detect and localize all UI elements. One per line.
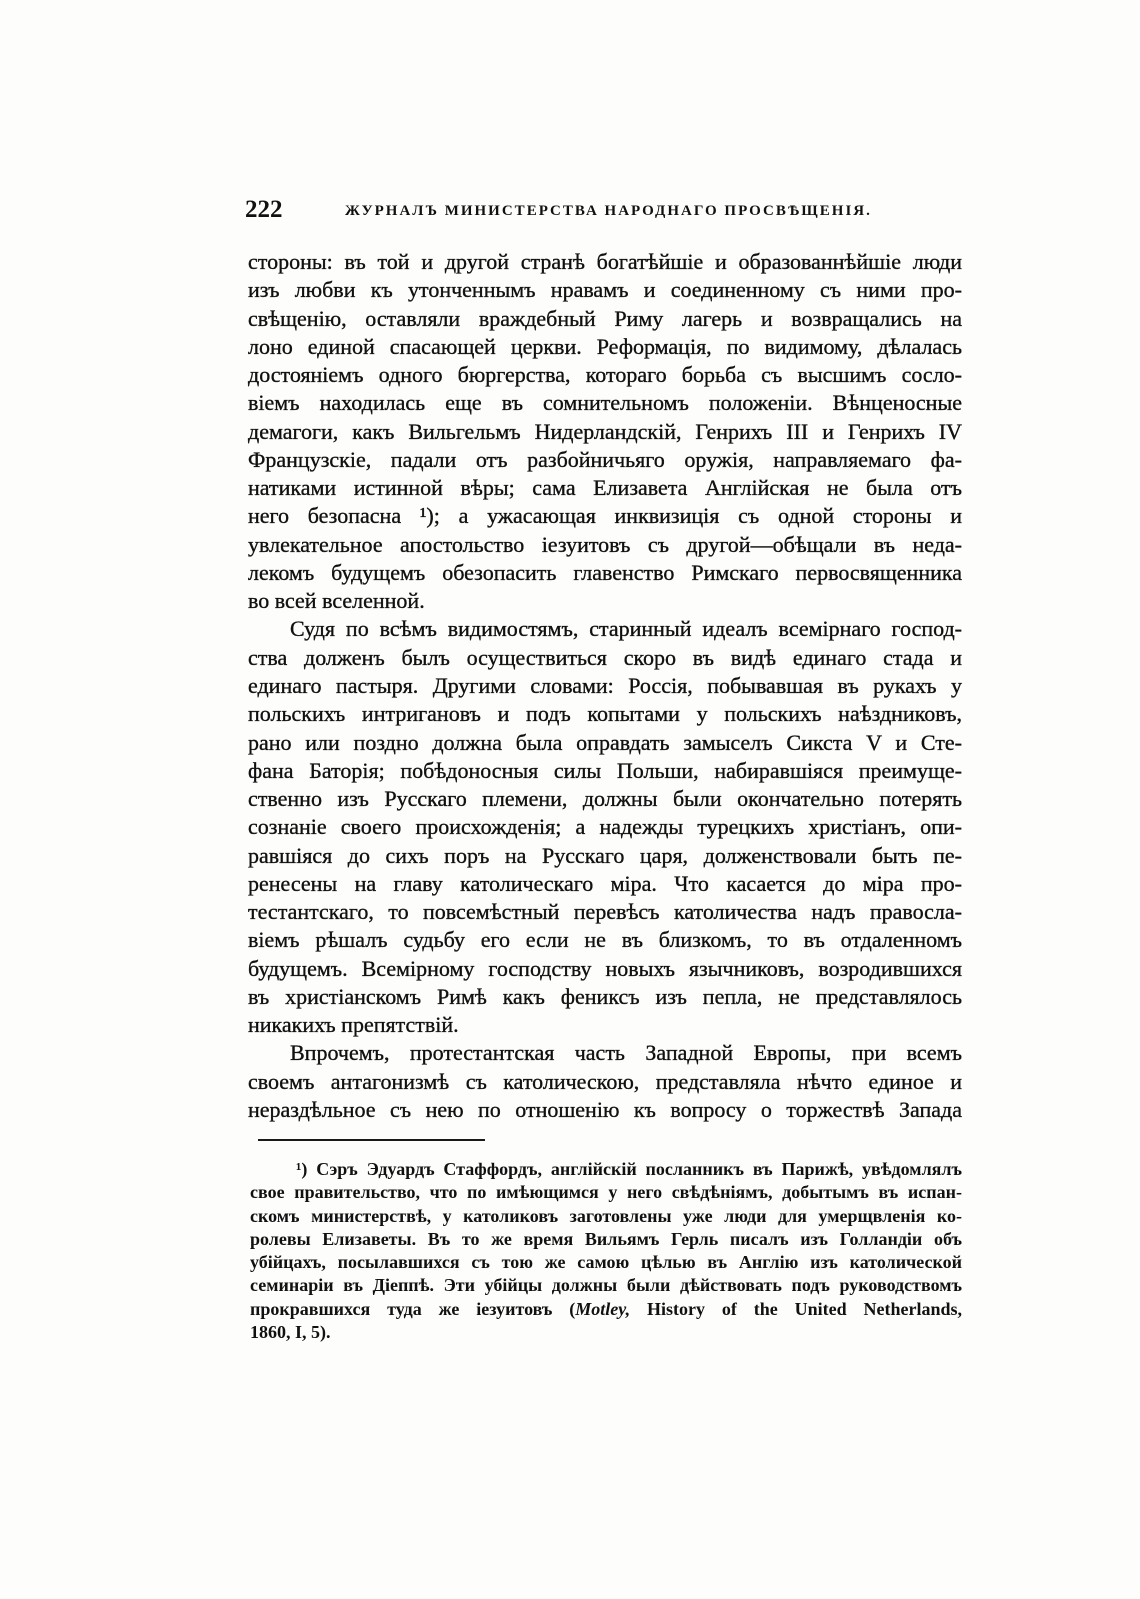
body-line: віемъ рѣшалъ судьбу его если не въ близкомъ, то въ отдаленномъ bbox=[248, 927, 962, 953]
body-line: въ христіанскомъ Римѣ какъ фениксъ изъ пепла, не представлялось bbox=[248, 983, 962, 1009]
body-line: свѣщенію, оставляли враждебный Риму лагерь и возвращались на bbox=[248, 305, 962, 331]
running-title: ЖУРНАЛЪ МИНИСТЕРСТВА НАРОДНАГО ПРОСВѢЩЕНІЯ. bbox=[345, 203, 872, 219]
body-line: ренесены на главу католическаго міра. Что касается до міра про- bbox=[248, 870, 962, 896]
body-line: равшіяся до сихъ поръ на Русскаго царя, долженствовали быть пе- bbox=[248, 842, 962, 868]
paragraph-start-line: Впрочемъ, протестантская часть Западной Европы, при всемъ bbox=[290, 1040, 962, 1066]
footnote-line: ролевы Елизаветы. Въ то же время Вильямъ Герль писалъ изъ Голландіи объ bbox=[250, 1228, 962, 1249]
footnote-line: свое правительство, что по имѣющимся у него свѣдѣніямъ, добытымъ въ испан- bbox=[250, 1182, 962, 1203]
paragraph-end-line: никакихъ препятствій. bbox=[248, 1012, 459, 1038]
footnote-line: скомъ министерствѣ, у католиковъ заготовлены уже люди для умерщвленія ко- bbox=[250, 1205, 962, 1226]
citation-title: History of the United Netherlands, bbox=[630, 1298, 962, 1319]
body-line: віемъ находилась еще въ сомнительномъ положеніи. Вѣнценосные bbox=[248, 390, 962, 416]
body-line: Французскіе, падали отъ разбойничьяго оружія, направляемаго фа- bbox=[248, 446, 962, 472]
body-line: нераздѣльное съ нею по отношенію къ вопросу о торжествѣ Запада bbox=[248, 1096, 962, 1122]
footnote bbox=[250, 1158, 962, 1344]
body-line: ственно изъ Русскаго племени, должны были окончательно потерять bbox=[248, 786, 962, 812]
body-line: лекомъ будущемъ обезопасить главенство Римскаго первосвященника bbox=[248, 559, 962, 585]
paragraph-end-line: во всей вселенной. bbox=[248, 588, 425, 614]
body-line: лоно единой спасающей церкви. Реформація, по видимому, дѣлалась bbox=[248, 333, 962, 359]
footnote-line: убійцахъ, посылавшихся съ тою же самою цѣлью въ Англію изъ католической bbox=[250, 1252, 962, 1273]
citation-author: Motley, bbox=[575, 1298, 631, 1319]
body-line-with-footnote-ref: него безопасна ¹); а ужасающая инквизиція съ одной стороны и bbox=[248, 503, 962, 529]
body-line: рано или поздно должна была оправдать замыселъ Сикста V и Сте- bbox=[248, 729, 962, 755]
body-line: изъ любви къ утонченнымъ нравамъ и соединенному съ ними про- bbox=[248, 277, 962, 303]
body-text bbox=[248, 248, 962, 1124]
body-line: сознаніе своего происхожденія; а надежды турецкихъ христіанъ, опи- bbox=[248, 814, 962, 840]
footnote-line: семинаріи въ Діеппѣ. Эти убійцы должны были дѣйствовать подъ руководствомъ bbox=[250, 1275, 962, 1296]
body-line: демагоги, какъ Вильгельмъ Нидерландскій, Генрихъ III и Генрихъ IV bbox=[248, 418, 962, 444]
body-line: ства долженъ былъ осуществиться скоро въ видѣ единаго стада и bbox=[248, 644, 962, 670]
body-line: натиками истинной вѣры; сама Елизавета Англійская не была отъ bbox=[248, 475, 962, 501]
body-line: польскихъ интригановъ и подъ копытами у польскихъ наѣздниковъ, bbox=[248, 701, 962, 727]
paragraph-start-line: Судя по всѣмъ видимостямъ, старинный идеалъ всемірнаго господ- bbox=[290, 616, 962, 642]
citation-prefix: прокравшихся туда же іезуитовъ ( bbox=[250, 1298, 576, 1319]
body-line: увлекательное апостольство іезуитовъ съ другой—обѣщали въ неда- bbox=[248, 531, 962, 557]
footnote-rule bbox=[258, 1139, 485, 1141]
footnote-line: ¹) Сэръ Эдуардъ Стаффордъ, англійскій посланникъ въ Парижѣ, увѣдомлялъ bbox=[296, 1159, 962, 1179]
body-line: стороны: въ той и другой странѣ богатѣйшіе и образованнѣйшіе люди bbox=[248, 249, 962, 274]
body-line: тестантскаго, то повсемѣстный перевѣсъ католичества надъ правосла- bbox=[248, 899, 962, 925]
body-line: единаго пастыря. Другими словами: Россія, побывавшая въ рукахъ у bbox=[248, 672, 962, 698]
body-line: своемъ антагонизмѣ съ католическою, представляла нѣчто единое и bbox=[248, 1068, 962, 1094]
footnote-last-line: 1860, I, 5). bbox=[250, 1322, 331, 1343]
body-line: будущемъ. Всемірному господству новыхъ язычниковъ, возродившихся bbox=[248, 955, 962, 981]
page-number: 222 bbox=[245, 196, 283, 223]
body-line: фана Баторія; побѣдоносныя силы Польши, набиравшіяся преимуще- bbox=[248, 757, 962, 783]
body-line: достояніемъ одного бюргерства, котораго борьба съ высшимъ сосло- bbox=[248, 362, 962, 388]
footnote-citation-line bbox=[250, 1298, 962, 1321]
